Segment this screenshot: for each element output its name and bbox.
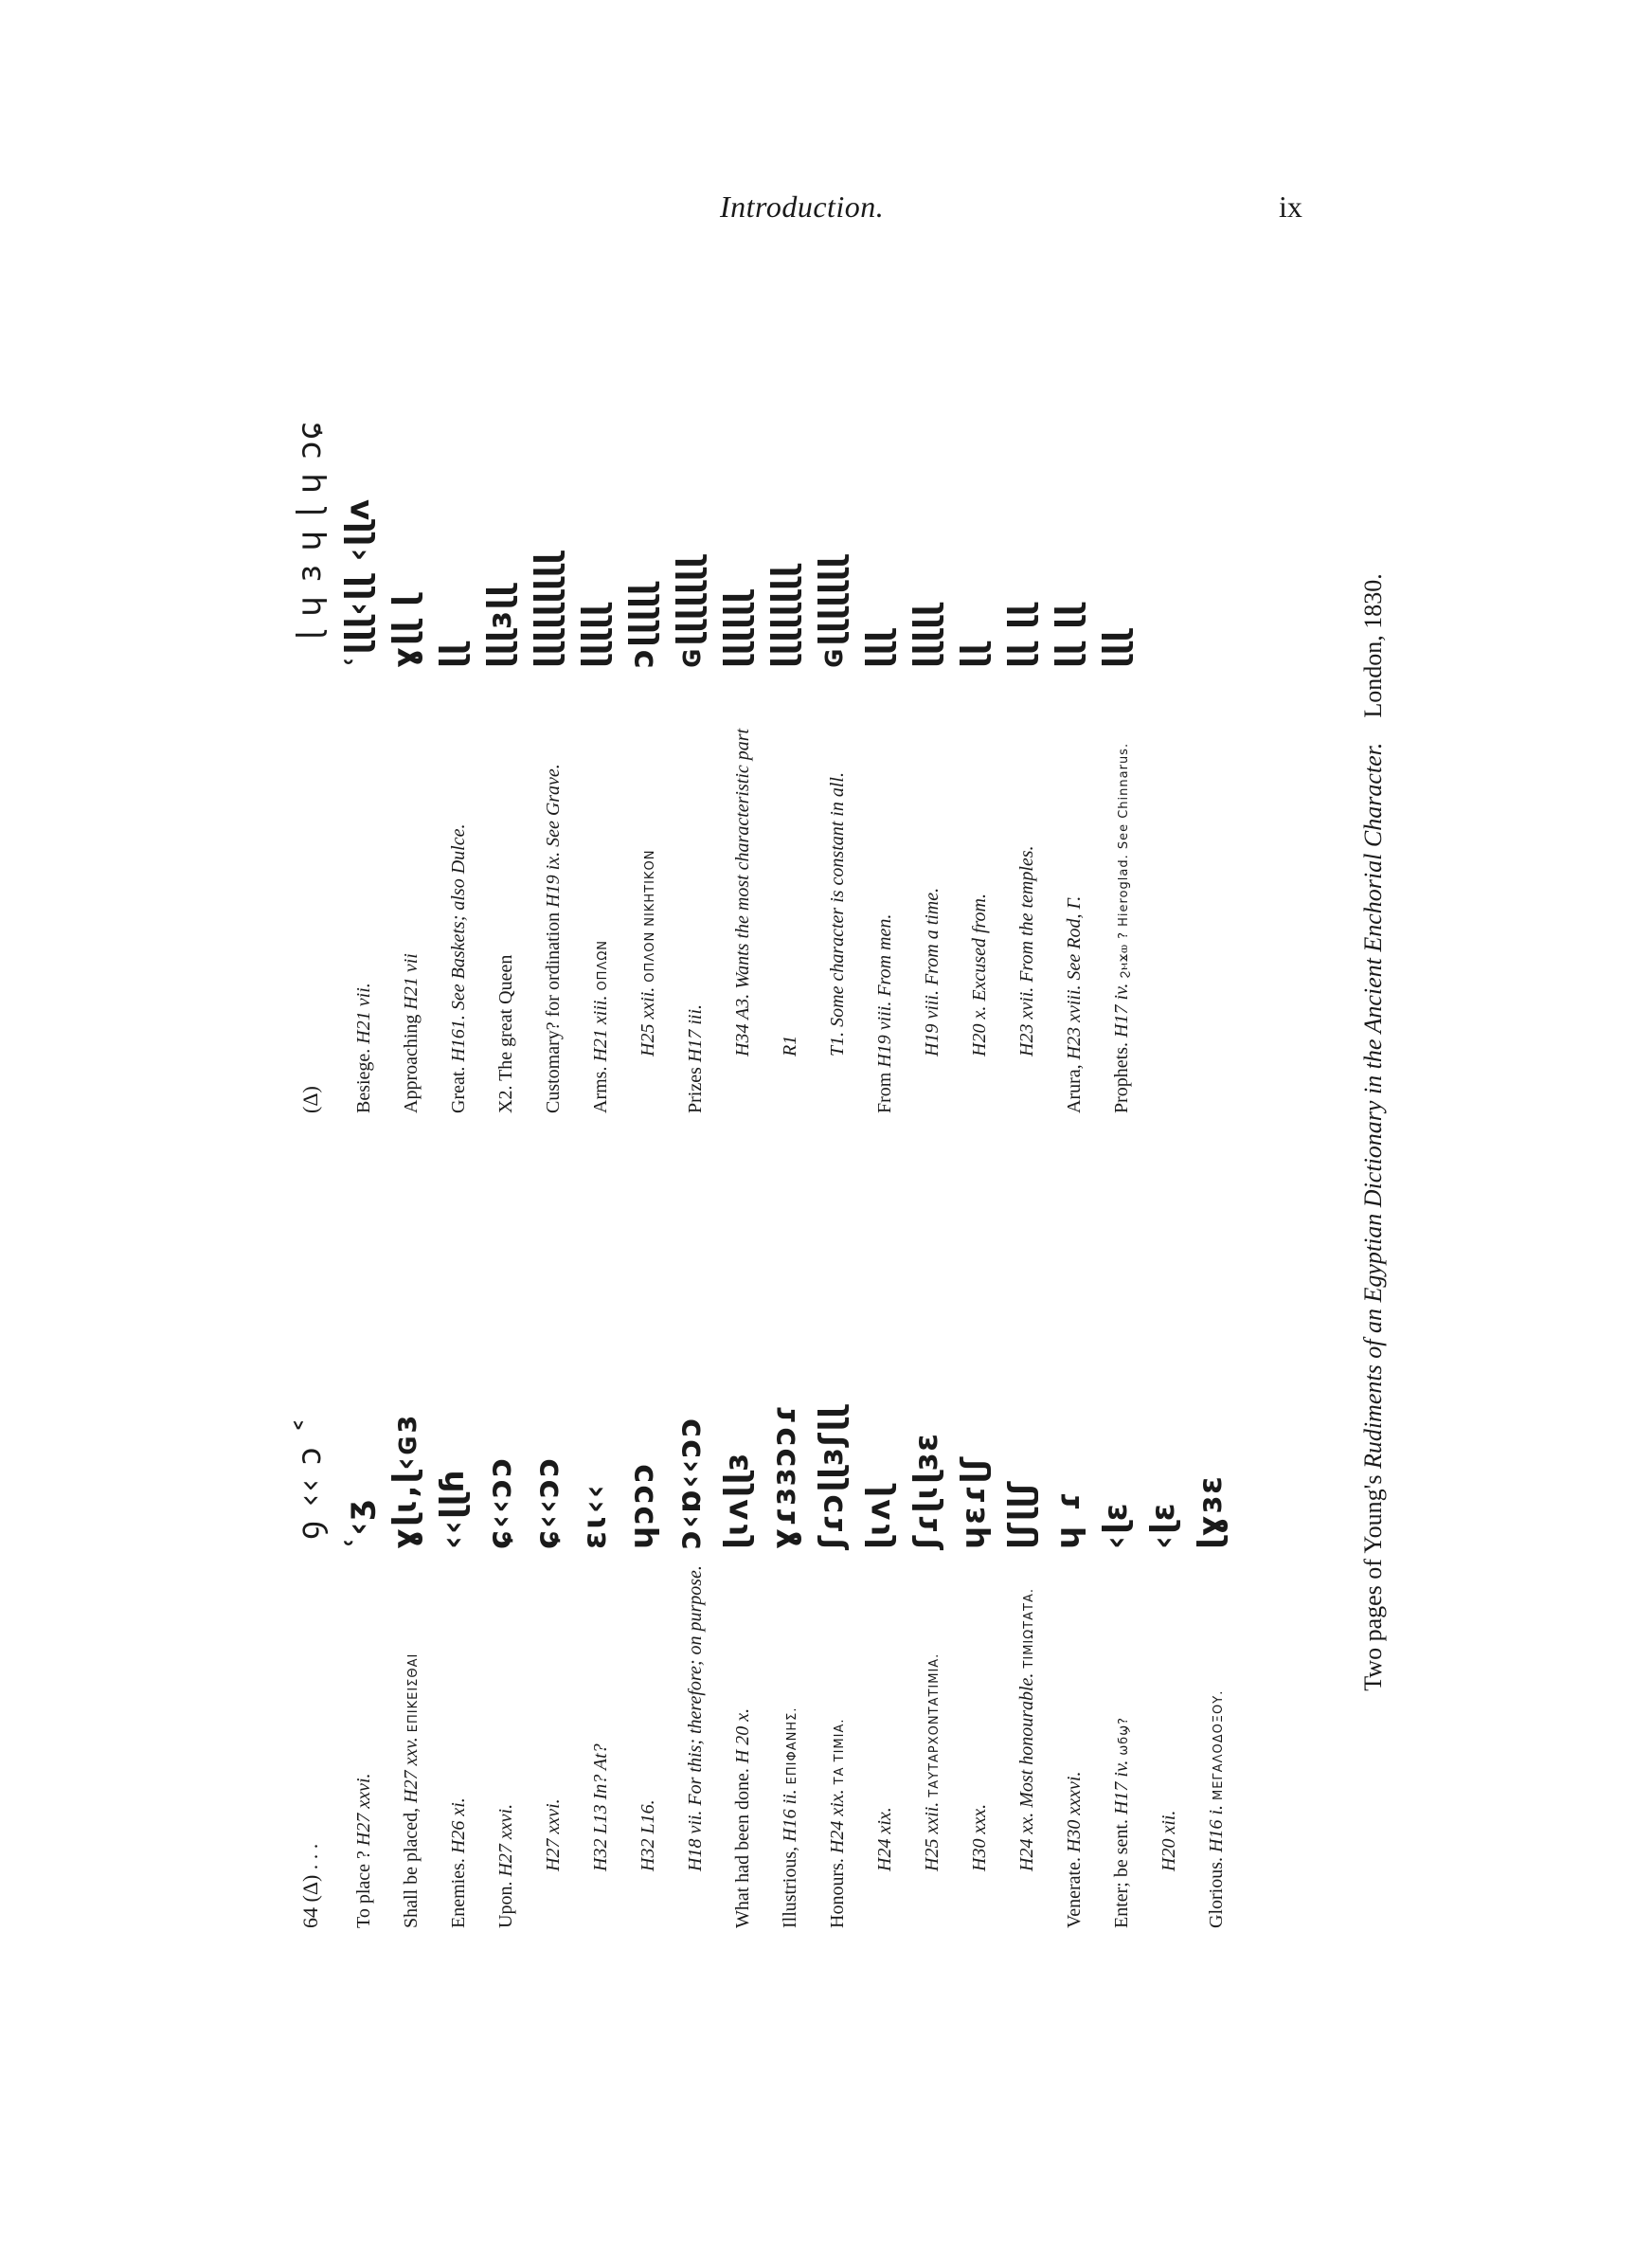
entry-reference: H18 vii. For this; therefore; on purpose. [685,1565,706,1871]
entry-reference: H27 xxvi. [495,1803,516,1877]
left-heading: 64 (Δ) . . . [298,1843,322,1928]
entry-reference: H20 x. Excused from. [969,894,990,1056]
entry-reference: H20 xii. [1158,1810,1179,1871]
left-heading-glyphs: ꝯ ‹‹ ɔ ˂ [291,1415,329,1540]
entry-reference: H24 xix. [874,1807,895,1871]
entry-reference: H25 xxii. [637,986,658,1056]
entry-label [398,953,427,1113]
entry-label [871,1807,901,1871]
enchorial-glyphs: ʃɾɔɭɭɜʃɭɭ [813,1405,851,1549]
enchorial-glyphs: ɭɭɭɭɭɭɭɭɭ [529,551,566,668]
entry-reference: H17 iv. [1111,1760,1132,1815]
entry-reference: H16 ii. [780,1789,800,1842]
entry-label [350,1773,380,1928]
enchorial-glyphs: ‹ɭɛ [1144,1501,1182,1549]
enchorial-glyphs: ɭɭɭɭɭɭ [718,590,756,668]
enchorial-glyphs: ɭɭ ɭɭ [1050,603,1087,668]
enchorial-glyphs: ɥɛɾɭʃ [955,1454,993,1549]
enchorial-glyphs: ‹ɭɛ [1097,1501,1135,1549]
enchorial-glyphs: ɭɭ [955,641,993,668]
entry-label [729,729,759,1056]
entry-term: Arura, [1064,1064,1085,1113]
entry-greek: ΕΠΙΦΑΝΗΣ. [785,1706,799,1785]
entry-term: Prophets. [1111,1042,1132,1113]
entry-reference: H19 viii. From a time. [922,887,943,1056]
enchorial-glyphs: ɣɾɜɜɔɔɾ [765,1403,803,1549]
entry-term: To place ? [353,1851,374,1928]
page-number: ix [1279,190,1302,224]
entry-label [919,888,948,1056]
entry-term: Customary? for ordination [543,912,564,1113]
entry-term: Shall be placed, [401,1807,422,1928]
entry-term: Prizes [685,1067,706,1113]
entry-greek: ΟΠΛΟΝ ΝΙΚΗΤΙΚΟΝ [643,849,657,983]
entry-reference: H32 L13 In? At? [590,1743,611,1871]
entry-term: X2. The great Queen [495,954,516,1113]
entry-term: Glorious. [1206,1857,1227,1928]
entry-reference: H34 A3. Wants the most characteristic part [732,728,753,1056]
entry-term: Enter; be sent. [1111,1819,1132,1928]
enchorial-glyphs: ɭɭɭɭɭ [576,603,614,668]
enchorial-glyphs: ʿ‹ʒ [339,1497,377,1549]
entry-label [966,894,996,1056]
entry-reference: T1. Some character is constant in all. [827,772,848,1056]
entry-label [824,1719,853,1928]
entry-term: Honours. [827,1858,848,1928]
enchorial-glyphs: ɭɭ [434,641,472,668]
entry-label [1108,1717,1138,1928]
right-heading: (Δ) [298,1086,322,1113]
right-heading-glyphs: ɭ ɥ ɜ ɥ ɭ ɥ ɔɕ [291,420,329,640]
enchorial-glyphs: ɭɭɭɭɭ [907,603,945,668]
entry-label [493,1804,522,1928]
enchorial-glyphs: ɭɩʌɭ [860,1484,898,1549]
entry-label [445,1797,475,1928]
entry-reference: H17 iii. [685,1003,706,1063]
entry-reference: H21 vii. [353,983,374,1044]
entry-greek: ωϭϣ? [1117,1716,1131,1756]
plate-caption [1359,317,1388,1947]
entry-label [777,1036,806,1056]
entry-term: Besiege. [353,1048,374,1113]
entry-greek: ϩⲙϫⲱ ? Hieroglad. See Chinnarus. [1117,742,1131,979]
enchorial-glyphs: ʿɭɭɭ‹ɭɭ ‹ɭɭʌ [339,497,377,668]
entry-label [398,1653,427,1928]
enchorial-glyphs: ɢɭɭɭɭɭɭɭ [671,555,709,668]
entry-reference: H25 xxii. [922,1801,943,1871]
entry-reference: H 20 x. [732,1707,753,1764]
entry-label [1014,845,1043,1056]
entry-label [493,955,522,1113]
entry-label [587,1743,617,1871]
enchorial-glyphs: ʃɾɭɩɭɜɛ [907,1431,945,1549]
entry-label [445,824,475,1113]
entry-reference: H161. See Baskets; also Dulce. [448,823,469,1062]
entry-reference: H32 L16. [637,1799,658,1871]
entry-term: What had been done. [732,1768,753,1928]
entry-label [1061,1772,1090,1928]
entry-reference: H27 xxv. [401,1737,422,1803]
entry-greek: ΜΕΓΑΛΟΔΟΞΟΥ. [1212,1689,1226,1800]
enchorial-glyphs: ɕ‹‹ɔɔ [529,1455,566,1549]
enchorial-glyphs: ɔ‹ɒ‹‹ɔɔ [671,1416,709,1549]
entry-term: Venerate. [1064,1857,1085,1928]
entry-reference: H30 xxxvi. [1064,1771,1085,1853]
entry-label [1156,1811,1185,1871]
entry-label [540,1798,569,1871]
entry-reference: H24 xix. [827,1789,848,1854]
rotated-plate [260,317,1387,1947]
caption-title: Rudiments of an Egyptian Dictionary in the Ancient Enchorial Character. [1359,742,1387,1470]
enchorial-glyphs: ɭɩʌɭɭɜ [718,1452,756,1549]
entry-greek: ΟΠΛΩΝ [596,939,610,991]
entry-reference: H21 xiii. [590,995,611,1062]
enchorial-glyphs: ɥ ɾ [1050,1490,1087,1549]
caption-prefix: Two pages of Young's [1359,1474,1387,1691]
enchorial-glyphs: ɭɭ ɭɭ [1002,603,1040,668]
entry-label [350,983,380,1113]
entry-label [1061,896,1090,1113]
entry-reference: H19 ix. See Grave. [543,764,564,908]
entry-label [729,1708,759,1928]
enchorial-glyphs: ɣɭɩ,ɭ‹ɢɜ [386,1414,424,1549]
entry-label [635,1799,664,1871]
entry-reference: H26 xi. [448,1797,469,1854]
entry-reference: H30 xxx. [969,1803,990,1871]
enchorial-glyphs: ɭɭɭ [860,629,898,668]
entry-greek: ΤΑΥΤΑΡΧΟΝΤΑΤΙΜΙΑ. [927,1652,942,1797]
entry-term: Illustrious, [780,1846,800,1928]
entry-label [1108,743,1138,1113]
entry-reference: R1 [780,1035,800,1056]
entry-label [871,914,901,1113]
enchorial-glyphs: ɭʃɭɭʃ [1002,1479,1040,1549]
enchorial-glyphs: ɛɩ‹‹ [576,1483,614,1549]
entry-label [1203,1690,1232,1928]
entry-reference: H27 xxvi. [543,1798,564,1871]
entry-reference: H27 xxvi. [353,1773,374,1847]
entry-reference: H17 iv. [1111,983,1132,1038]
entry-label [824,772,853,1056]
entry-greek: ΤΑ ΤΙΜΙΑ. [833,1718,847,1785]
entry-term: Approaching [401,1014,422,1113]
enchorial-glyphs: ɭɭɭɜɭɭ [481,584,519,668]
enchorial-glyphs: ɭɭɭ [1097,629,1135,668]
entry-term: Upon. [495,1881,516,1928]
enchorial-glyphs: ɔɭɭɭɭɭ [623,582,661,668]
entry-reference: H19 viii. From men. [874,913,895,1068]
enchorial-glyphs: ‹‹ɭɭɦ [434,1468,472,1549]
entry-label [919,1653,948,1871]
entry-label [1014,1588,1043,1871]
enchorial-glyphs: ɥɔɔɔ [623,1461,661,1549]
entry-term: Great. [448,1066,469,1113]
enchorial-glyphs: ɣɭɭ ɭ [386,593,424,668]
running-title: Introduction. [720,190,885,224]
entry-label [682,1565,711,1871]
enchorial-glyphs: ɢɭɭɭɭɭɭɭ [813,555,851,668]
enchorial-glyphs: ɭɣɜɛ [1192,1474,1230,1549]
entry-label [587,940,617,1113]
enchorial-glyphs: ɭɭɭɭɭɭɭɭ [765,564,803,668]
entry-term: Enemies. [448,1858,469,1928]
enchorial-glyphs: ɕ‹‹ɔɔ [481,1455,519,1549]
entry-label [540,764,569,1113]
entry-greek: ΕΠΙΚΕΙΣΘΑΙ [406,1652,421,1733]
entry-term: From [874,1072,895,1113]
caption-suffix: London, 1830. [1359,573,1387,718]
entry-label [682,1004,711,1113]
entry-label [635,850,664,1056]
entry-greek: ΤΙΜΙΩΤΑΤΑ. [1022,1588,1036,1669]
entry-label [777,1707,806,1928]
entry-term: Arms. [590,1066,611,1113]
entry-reference: H24 xx. Most honourable. [1016,1672,1037,1871]
entry-reference: H23 xviii. See Rod, Γ. [1064,895,1085,1060]
entry-reference: H23 xvii. From the temples. [1016,845,1037,1056]
entry-label [966,1804,996,1871]
entry-reference: H21 vii [401,953,422,1010]
entry-reference: H16 i. [1206,1805,1227,1852]
